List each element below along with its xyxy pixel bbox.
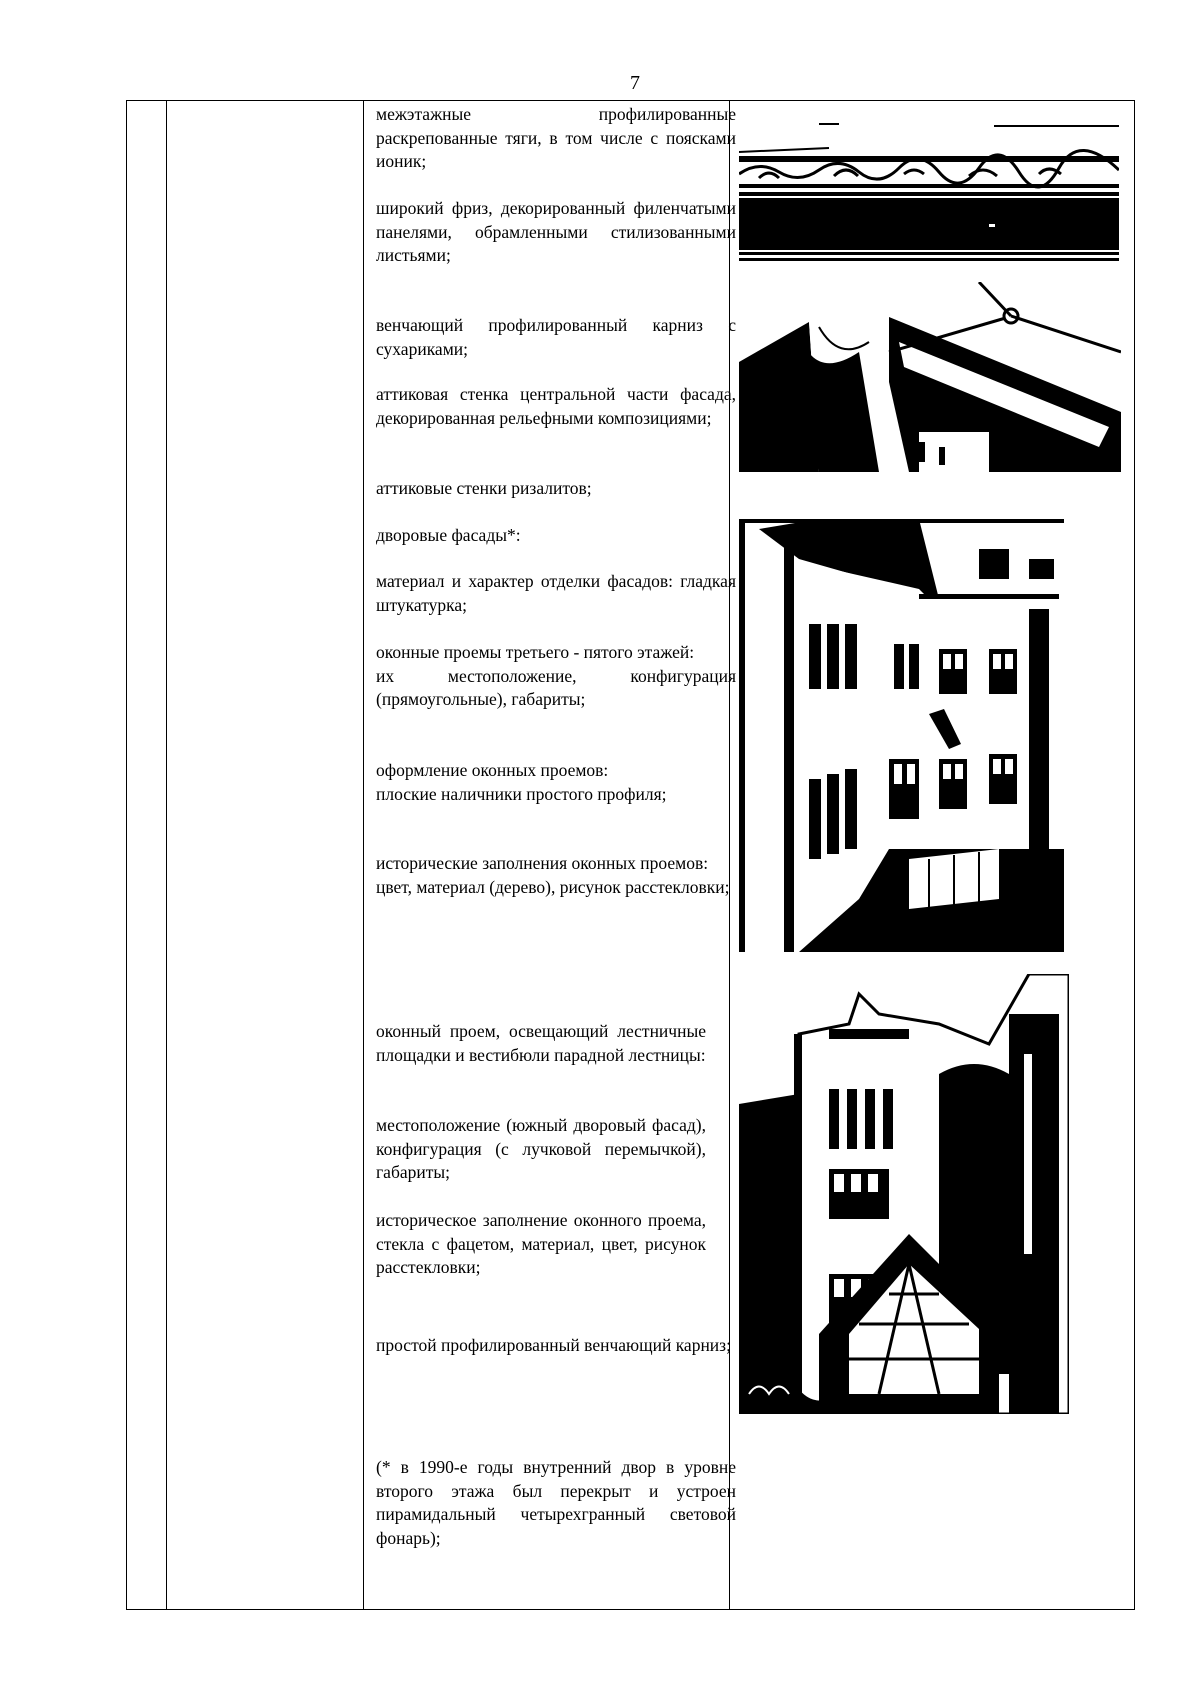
paragraph-attik: аттиковая стенка центральной части фасада, декорированная рельефными композициями;: [376, 384, 736, 428]
paragraph-mestopolozhenie: местоположение (южный дворовый фасад), конфигурация (с лучковой перемычкой), габариты;: [376, 1115, 706, 1182]
paragraph-lestnica: оконный проем, освещающий лестничные площадки и вестибюли парадной лестницы:: [376, 1021, 706, 1065]
paragraph-dvorovye: дворовые фасады*:: [376, 525, 521, 545]
paragraph-proemy: [376, 641, 736, 712]
column-divider-1: [166, 101, 167, 1609]
paragraph-karniz: венчающий профилированный карниз с сухариками;: [376, 315, 736, 359]
paragraph-oformlenie-title: оформление оконных проемов:: [376, 760, 609, 780]
page-number: 7: [630, 72, 640, 94]
paragraph-material: материал и характер отделки фасадов: гладкая штукатурка;: [376, 571, 736, 615]
paragraph-oformlenie-detail: плоские наличники простого профиля;: [376, 783, 667, 804]
paragraph-oformlenie: [376, 759, 736, 806]
paragraph-footnote: (* в 1990-е годы внутренний двор в уровне второго этажа был перекрыт и устроен пирамидальный четырехгранный световой фонарь);: [376, 1457, 736, 1548]
paragraph-attik-rizalit: аттиковые стенки ризалитов;: [376, 478, 592, 498]
paragraph-proemy-detail: их местоположение, конфигурация (прямоугольные), габариты;: [376, 665, 736, 709]
paragraph-proemy-title: оконные проемы третьего - пятого этажей:: [376, 642, 695, 662]
column-divider-2: [363, 101, 364, 1609]
paragraph-zapolneniya-detail: цвет, материал (дерево), рисунок расстекловки;: [376, 876, 730, 897]
paragraph-zapolneniya-title: исторические заполнения оконных проемов:: [376, 853, 709, 873]
courtyard-skylight-photo: [739, 974, 1069, 1414]
cornice-frieze-photo: [739, 112, 1119, 262]
paragraph-tyagi: межэтажные профилированные раскрепованные тяги, в том числе с поясками ионик;: [376, 104, 736, 171]
paragraph-friz: широкий фриз, декорированный филенчатыми панелями, обрамленными стилизованными листьями;: [376, 198, 736, 265]
courtyard-facade-photo: [739, 519, 1064, 952]
cornice-corner-photo: [739, 282, 1121, 472]
paragraph-istoricheskoe: историческое заполнение оконного проема, стекла с фацетом, материал, цвет, рисунок расстекловки;: [376, 1210, 706, 1277]
paragraph-zapolneniya: [376, 852, 736, 899]
paragraph-prostoy-karniz: простой профилированный венчающий карниз;: [376, 1335, 731, 1355]
